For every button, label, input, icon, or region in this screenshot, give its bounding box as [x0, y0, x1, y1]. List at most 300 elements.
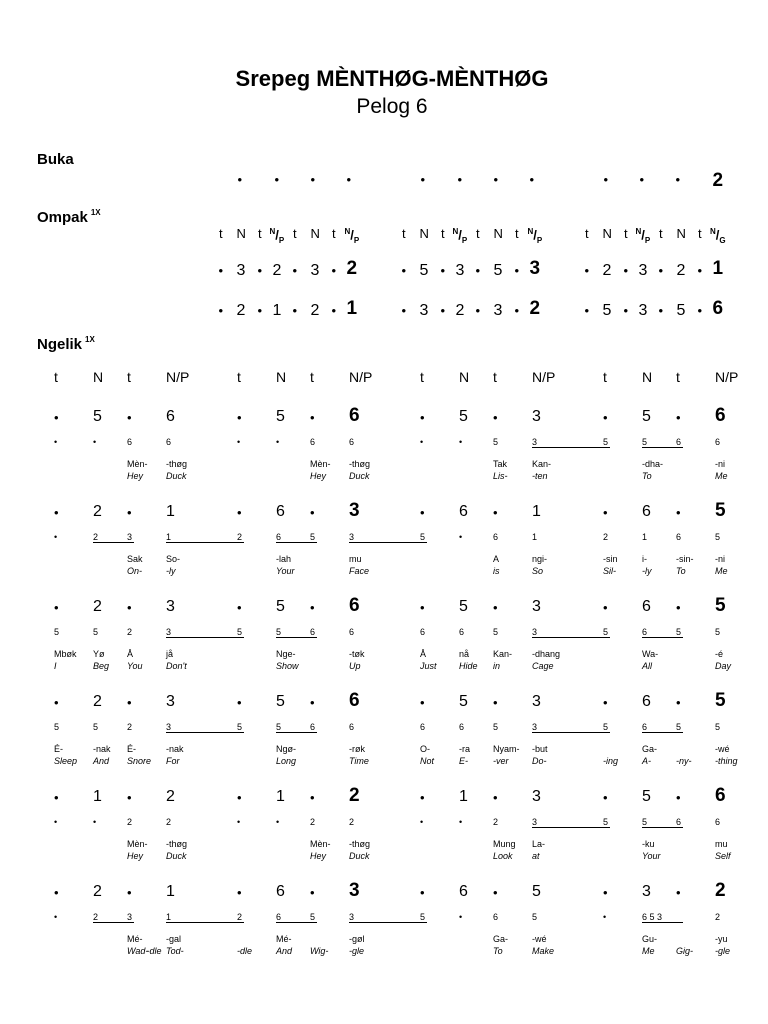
lyric-cell: [420, 648, 437, 672]
lyric-english: Hey: [127, 851, 144, 861]
balungan-dot: •: [127, 790, 132, 805]
cengkok-dot: •: [54, 912, 58, 922]
balungan-dot: •: [603, 885, 608, 900]
lyric-javanese: -ni: [715, 554, 726, 564]
lyric-english: Look: [493, 851, 513, 861]
ompak-dot: •: [658, 263, 664, 278]
cengkok-note: 2: [127, 627, 133, 637]
balungan-note: 1: [166, 883, 175, 900]
cengkok-note: 3: [532, 817, 538, 827]
lyric-cell: [276, 648, 299, 672]
cengkok-note: 5: [603, 437, 609, 447]
ompak-header-cell: t: [624, 226, 628, 241]
balungan-note: 6: [642, 693, 651, 710]
cengkok-note: 5: [715, 722, 721, 732]
lyric-cell: [715, 933, 730, 957]
lyric-cell: [493, 553, 500, 577]
cengkok-note: 2: [93, 532, 99, 542]
lyric-english: at: [532, 851, 540, 861]
ompak-note: 3: [419, 302, 429, 319]
balungan-dot: •: [603, 600, 608, 615]
ompak-dot: •: [697, 303, 703, 318]
lyric-cell: [349, 743, 369, 767]
cengkok-dot: •: [459, 817, 463, 827]
lyric-english: Duck: [166, 851, 187, 861]
cengkok-note: 5: [642, 437, 648, 447]
balungan-dot: •: [127, 600, 132, 615]
lyric-english: is: [493, 566, 500, 576]
lyric-english: To: [642, 471, 652, 481]
lyric-cell: [349, 838, 370, 862]
lyric-cell: [310, 933, 328, 957]
lyric-english: You: [127, 661, 143, 671]
lyric-javanese: -ni: [715, 459, 726, 469]
ompak-header-top: N: [344, 227, 351, 236]
lyric-english: And: [93, 756, 110, 766]
lyric-english: Up: [349, 661, 361, 671]
balungan-dot: •: [420, 790, 425, 805]
lyric-javanese: [237, 933, 252, 945]
lyric-javanese: -yu: [715, 934, 728, 944]
balungan-dot: •: [127, 410, 132, 425]
lyric-cell: [532, 553, 547, 577]
lyric-english: -gle: [715, 946, 731, 956]
ompak-header-top: N: [635, 227, 642, 236]
balungan-note: 3: [166, 693, 175, 710]
cengkok-note: 6: [127, 437, 133, 447]
balungan-dot: •: [493, 695, 498, 710]
cengkok-note: 1: [166, 532, 172, 542]
balungan-note: 6: [642, 503, 651, 520]
cengkok-note: 5: [276, 722, 282, 732]
cengkok-note: 3: [349, 532, 355, 542]
lyric-cell: [642, 743, 657, 767]
lyric-javanese: -thøg: [349, 459, 371, 469]
cengkok-dot: •: [603, 912, 607, 922]
lyric-english: -ly: [642, 566, 652, 576]
cengkok-dot: •: [276, 817, 280, 827]
cengkok-note: 5: [642, 817, 648, 827]
lyric-javanese: Ga-: [493, 934, 509, 944]
ompak-note: 3: [493, 302, 503, 319]
balungan-dot: •: [676, 505, 681, 520]
lyric-javanese: Gu-: [642, 934, 658, 944]
ompak-note: 2: [676, 262, 686, 279]
lyric-cell: [715, 648, 731, 672]
buka-dot: •: [675, 172, 681, 187]
cengkok-note: 2: [603, 532, 609, 542]
lyric-cell: [349, 648, 365, 672]
lyric-cell: [493, 648, 512, 672]
lyric-javanese: nå: [459, 649, 470, 659]
lyric-cell: [127, 553, 143, 577]
lyric-cell: [532, 838, 545, 862]
balungan-dot: •: [603, 410, 608, 425]
balungan-note: 2: [93, 503, 102, 520]
cengkok-note: 2: [93, 912, 99, 922]
lyric-cell: [642, 648, 658, 672]
lyric-cell: [642, 933, 657, 957]
lyric-english: Hey: [310, 471, 327, 481]
buka-dot: •: [493, 172, 499, 187]
lyric-english: Face: [349, 566, 370, 576]
cengkok-note: 2: [127, 817, 133, 827]
balungan-note: 3: [166, 598, 175, 615]
cengkok-note: 2: [349, 817, 355, 827]
ompak-header-cell: N: [419, 226, 429, 241]
ngelik-header-cell: t: [54, 369, 58, 385]
cengkok-note: 3: [166, 627, 172, 637]
balungan-dot: •: [237, 790, 242, 805]
cengkok-note: 6: [276, 532, 282, 542]
lyric-javanese: Mèn-: [127, 459, 148, 469]
buka-dot: •: [603, 172, 609, 187]
lyric-javanese: Mèn-: [310, 839, 331, 849]
balungan-dot: •: [54, 695, 59, 710]
ompak-header-slash: /: [350, 227, 354, 243]
lyric-cell: [349, 933, 365, 957]
lyric-cell: [147, 933, 162, 957]
lyric-javanese: -tøk: [349, 649, 365, 659]
section-ngelik: [37, 335, 95, 353]
cengkok-note: 6: [715, 437, 721, 447]
cengkok-note: 5: [715, 627, 721, 637]
ompak-header-slash: /: [641, 227, 645, 243]
buka-dot: •: [529, 172, 535, 187]
balungan-note: 6: [276, 883, 285, 900]
balungan-note: 3: [532, 598, 541, 615]
lyric-cell: [532, 933, 554, 957]
lyric-english: -ten: [532, 471, 548, 481]
balungan-dot: •: [420, 505, 425, 520]
balungan-dot: •: [493, 790, 498, 805]
section-ngelik-sup: 1X: [85, 335, 95, 344]
ompak-header-cell: [528, 227, 543, 245]
cengkok-dot: •: [54, 437, 58, 447]
ompak-note: 5: [419, 262, 429, 279]
lyric-javanese: So-: [166, 554, 181, 564]
cengkok-underline: [276, 637, 317, 638]
cengkok-note: 5: [603, 817, 609, 827]
cengkok-underline: [166, 542, 244, 543]
ompak-dot: •: [401, 303, 407, 318]
ompak-header-cell: N: [493, 226, 503, 241]
cengkok-note: 5: [532, 912, 538, 922]
ompak-dot: •: [475, 263, 481, 278]
lyric-javanese: mu: [349, 554, 362, 564]
cengkok-note: 5: [54, 722, 60, 732]
ompak-header-cell: [270, 227, 285, 245]
ompak-dot: •: [697, 263, 703, 278]
lyric-cell: [166, 933, 184, 957]
cengkok-note: 5: [493, 722, 499, 732]
lyric-javanese: Kan-: [532, 459, 552, 469]
ompak-header-slash: /: [715, 227, 720, 243]
lyric-english: Hey: [310, 851, 327, 861]
lyric-english: Me: [715, 471, 728, 481]
balungan-note: 6: [459, 503, 468, 520]
lyric-english: Hide: [459, 661, 478, 671]
lyric-javanese: Yø: [93, 649, 105, 659]
balungan-dot: •: [127, 695, 132, 710]
ompak-header-top: N: [269, 227, 276, 236]
ompak-header-top: N: [710, 227, 716, 236]
cengkok-note: 5: [93, 627, 99, 637]
cengkok-note: 5: [676, 627, 682, 637]
lyric-javanese: -sin: [603, 554, 618, 564]
lyric-javanese: É-: [127, 744, 136, 754]
section-ompak: [37, 208, 101, 226]
ompak-dot: •: [584, 263, 590, 278]
lyric-cell: [276, 743, 296, 767]
ompak-header-bottom: P: [461, 235, 468, 245]
balungan-note: 5: [715, 500, 726, 521]
cengkok-note: 1: [166, 912, 172, 922]
lyric-english: -ing: [603, 756, 619, 766]
cengkok-underline: [642, 732, 683, 733]
ompak-header-cell: N: [310, 226, 320, 241]
ompak-header-cell: t: [332, 226, 336, 241]
balungan-dot: •: [127, 885, 132, 900]
lyric-english: To: [676, 566, 686, 576]
ompak-note: 1: [272, 302, 282, 319]
cengkok-note: 5: [603, 627, 609, 637]
cengkok-dot: •: [276, 437, 280, 447]
lyric-javanese: Wa-: [642, 649, 659, 659]
cengkok-underline: [276, 922, 317, 923]
cengkok-underline: [166, 732, 244, 733]
cengkok-note: 6: [493, 912, 499, 922]
balungan-dot: •: [676, 885, 681, 900]
lyric-javanese: Tak: [493, 459, 508, 469]
ngelik-header-cell: N: [642, 369, 653, 385]
lyric-english: Time: [349, 756, 369, 766]
ngelik-header-cell: t: [603, 369, 607, 385]
balungan-note: 3: [532, 408, 541, 425]
ompak-header-slash: /: [275, 227, 279, 243]
lyric-cell: [310, 838, 331, 862]
lyric-english: Duck: [349, 851, 370, 861]
lyric-javanese: Mé-: [127, 934, 143, 944]
lyric-cell: [237, 933, 252, 957]
cengkok-note: 1: [532, 532, 538, 542]
balungan-note: 2: [93, 693, 102, 710]
ngelik-header-cell: N/P: [166, 369, 190, 385]
cengkok-note: 6: [420, 627, 426, 637]
balungan-note: 6: [276, 503, 285, 520]
lyric-javanese: Sak: [127, 554, 143, 564]
cengkok-dot: •: [93, 437, 97, 447]
lyric-english: Me: [642, 946, 655, 956]
balungan-dot: •: [603, 695, 608, 710]
cengkok-note: 6: [276, 912, 282, 922]
ngelik-header-cell: N/P: [349, 369, 373, 385]
lyric-cell: [127, 458, 148, 482]
page-title: Srepeg MÈNTHØG-MÈNTHØG: [235, 66, 549, 91]
balungan-dot: •: [420, 885, 425, 900]
ompak-dot: •: [440, 263, 446, 278]
lyric-english: -ly: [166, 566, 176, 576]
lyric-javanese: Ga-: [642, 744, 658, 754]
lyric-cell: [493, 838, 516, 862]
cengkok-note: 2: [166, 817, 172, 827]
cengkok-underline: [532, 827, 610, 828]
lyric-javanese: Å: [127, 649, 134, 659]
cengkok-note: 6: [676, 532, 682, 542]
ngelik-header-cell: t: [310, 369, 314, 385]
cengkok-note: 5: [276, 627, 282, 637]
balungan-dot: •: [54, 885, 59, 900]
ompak-note: 3: [310, 262, 320, 279]
ompak-note: 3: [236, 262, 246, 279]
lyric-cell: [642, 838, 661, 862]
cengkok-note: 3: [166, 722, 172, 732]
balungan-dot: •: [54, 600, 59, 615]
lyric-javanese: -dha-: [642, 459, 664, 469]
buka-dot: •: [346, 172, 352, 187]
cengkok-note: 5: [93, 722, 99, 732]
buka-note: 2: [712, 170, 724, 191]
cengkok-note: 6: [642, 722, 648, 732]
cengkok-dot: •: [237, 817, 241, 827]
lyric-javanese: mu: [715, 839, 728, 849]
ompak-header-cell: t: [293, 226, 297, 241]
balungan-note: 5: [93, 408, 102, 425]
ompak-header-cell: t: [659, 226, 663, 241]
lyric-javanese: -nak: [93, 744, 111, 754]
ompak-header-cell: t: [515, 226, 519, 241]
cengkok-dot: •: [54, 817, 58, 827]
cengkok-note: 6: [349, 437, 355, 447]
balungan-note: 6: [349, 690, 360, 711]
lyric-javanese: -é: [715, 649, 724, 659]
balungan-dot: •: [54, 790, 59, 805]
lyric-cell: [349, 458, 370, 482]
ompak-header-cell: t: [441, 226, 445, 241]
lyric-javanese: A: [493, 554, 500, 564]
cengkok-dot: •: [420, 437, 424, 447]
lyric-english: Duck: [349, 471, 370, 481]
lyric-javanese: Nge-: [276, 649, 296, 659]
balungan-dot: •: [420, 695, 425, 710]
lyric-english: -ver: [493, 756, 509, 766]
lyric-javanese: [676, 743, 692, 755]
lyric-cell: [642, 553, 652, 577]
lyric-english: in: [493, 661, 501, 671]
lyric-english: Your: [642, 851, 661, 861]
lyric-javanese: -wé: [532, 934, 547, 944]
lyric-javanese: Å: [420, 649, 427, 659]
ompak-dot: •: [401, 263, 407, 278]
cengkok-dot: •: [459, 532, 463, 542]
lyric-english: Self: [715, 851, 731, 861]
lyric-cell: [493, 933, 508, 957]
cengkok-underline: [642, 447, 683, 448]
balungan-dot: •: [310, 790, 315, 805]
lyric-cell: [459, 648, 478, 672]
ompak-header-cell: N: [602, 226, 612, 241]
lyric-cell: [127, 838, 148, 862]
cengkok-note: 5: [493, 437, 499, 447]
cengkok-dot: •: [93, 817, 97, 827]
ompak-dot: •: [440, 303, 446, 318]
cengkok-note: 6: [493, 532, 499, 542]
balungan-dot: •: [603, 790, 608, 805]
ompak-note: 5: [602, 302, 612, 319]
cengkok-underline: [276, 732, 317, 733]
ngelik-header-cell: t: [420, 369, 424, 385]
balungan-note: 6: [715, 405, 726, 426]
lyric-cell: [166, 553, 180, 577]
lyric-cell: [676, 933, 693, 957]
cengkok-note: 6: [310, 627, 316, 637]
balungan-dot: •: [237, 600, 242, 615]
balungan-dot: •: [237, 505, 242, 520]
ompak-header-bottom: P: [353, 235, 360, 245]
balungan-note: 6: [459, 883, 468, 900]
cengkok-underline: [532, 637, 610, 638]
balungan-dot: •: [237, 695, 242, 710]
balungan-dot: •: [310, 505, 315, 520]
lyric-english: So: [532, 566, 544, 576]
balungan-note: 1: [459, 788, 468, 805]
balungan-note: 5: [459, 408, 468, 425]
section-ompak-sup: 1X: [90, 208, 101, 217]
ompak-header-slash: /: [458, 227, 462, 243]
cengkok-note: 6: [715, 817, 721, 827]
lyric-cell: [532, 743, 548, 767]
lyric-javanese: -gøl: [349, 934, 365, 944]
lyric-javanese: Mé-: [276, 934, 292, 944]
lyric-cell: [715, 743, 738, 767]
balungan-dot: •: [310, 885, 315, 900]
cengkok-note: 5: [676, 722, 682, 732]
cengkok-note: 6: [310, 437, 316, 447]
balungan-note: 1: [166, 503, 175, 520]
lyric-english: Sil-: [603, 566, 616, 576]
lyric-cell: [276, 553, 295, 577]
balungan-dot: •: [54, 410, 59, 425]
ompak-note: 2: [310, 302, 320, 319]
lyric-english: Lis-: [493, 471, 508, 481]
cengkok-note: 5: [237, 722, 243, 732]
balungan-note: 1: [276, 788, 285, 805]
cengkok-note: 5: [420, 532, 426, 542]
lyric-english: To: [493, 946, 503, 956]
balungan-note: 2: [349, 785, 360, 806]
lyric-english: I: [54, 661, 57, 671]
balungan-note: 2: [715, 880, 726, 901]
lyric-javanese: [676, 933, 693, 945]
lyric-english: Day: [715, 661, 732, 671]
lyric-javanese: [603, 743, 618, 755]
lyric-cell: [276, 933, 292, 957]
cengkok-underline: [93, 542, 134, 543]
balungan-dot: •: [420, 410, 425, 425]
cengkok-note: 3: [532, 722, 538, 732]
cengkok-note: 5: [237, 627, 243, 637]
lyric-javanese: -nak: [166, 744, 184, 754]
buka-dot: •: [457, 172, 463, 187]
ompak-note: 2: [602, 262, 612, 279]
buka-dot: •: [237, 172, 243, 187]
cengkok-note: 1: [642, 532, 648, 542]
lyric-english: Hey: [127, 471, 144, 481]
ompak-note: 3: [455, 262, 465, 279]
lyric-english: Don't: [166, 661, 187, 671]
ngelik-header-cell: N: [459, 369, 470, 385]
buka-dot: •: [420, 172, 426, 187]
